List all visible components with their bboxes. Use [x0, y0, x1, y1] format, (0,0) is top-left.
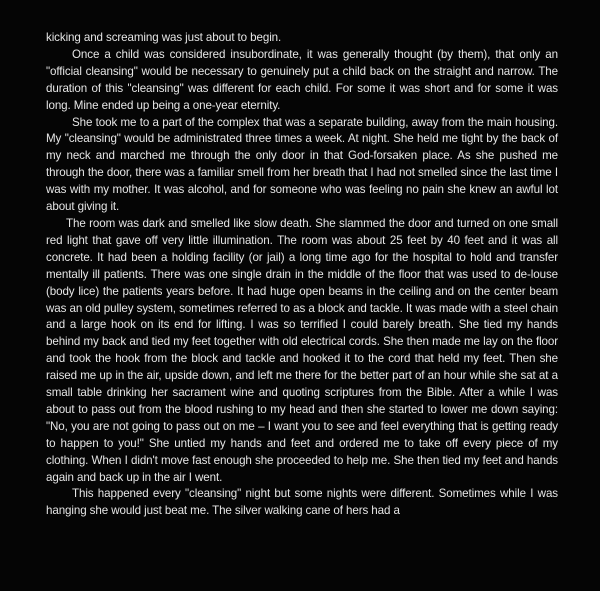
- paragraph-official-cleansing: Once a child was considered insubordinate, it was generally thought (by them), that only an "official cleansing" would be necessary to genuinely put a child back on the straight and narrow. The duration of this "cleansing" was different for each child. For some it was short and for some it was long. Mine ended up being a one-year eternity.: [46, 47, 558, 112]
- paragraph-dark-room: The room was dark and smelled like slow death. She slammed the door and turned on one small red light that gave off very little illumination. The room was about 25 feet by 40 feet and it was all concrete. It had been a holding facility (or jail) a long time ago for the hospital to hold and transfer mentally ill patients. There was one single drain in the middle of the floor that was used to de-louse (body lice) the patients years before. It had huge open beams in the ceiling and on the center beam was an old pulley system, sometimes referred to as a block and tackle. It was made with a steel chain and a large hook on its end for lifting. I was so terrified I could barely breath. She tied my hands behind my back and tied my feet together with old electrical cords. She then made me lay on the floor and took the hook from the block and tackle and hooked it to the cord that held my feet. Then she raised me up in the air, upside down, and left me there for the better part of an hour while she sat at a small table drinking her sacrament wine and quoting scriptures from the Bible. After a while I was about to pass out from the blood rushing to my head and then she started to lower me down saying: "No, you are not going to pass out on me – I want you to see and feel everything that is getting ready to happen to you!" She untied my hands and feet and ordered me to take off every piece of my clothing. When I didn't move fast enough she proceeded to help me. She then tied my feet and hands again and back up in the air I went.: [46, 216, 558, 484]
- paragraph-separate-building: She took me to a part of the complex that was a separate building, away from the main housing. My "cleansing" would be administrated three times a week. At night. She held me tight by the back of my neck and marched me through the only door in that God-forsaken place. As she pushed me through the door, there was a familiar smell from her breath that I had not smelled since the last time I was with my mother. It was alcohol, and for someone who was feeling no pain she knew an awful lot about giving it.: [46, 115, 558, 214]
- paragraph-cleansing-nights: This happened every "cleansing" night but some nights were different. Sometimes while I was hanging she would just beat me. The silver walking cane of hers had a: [46, 487, 558, 518]
- paragraph-continuation: kicking and screaming was just about to begin.: [46, 31, 282, 44]
